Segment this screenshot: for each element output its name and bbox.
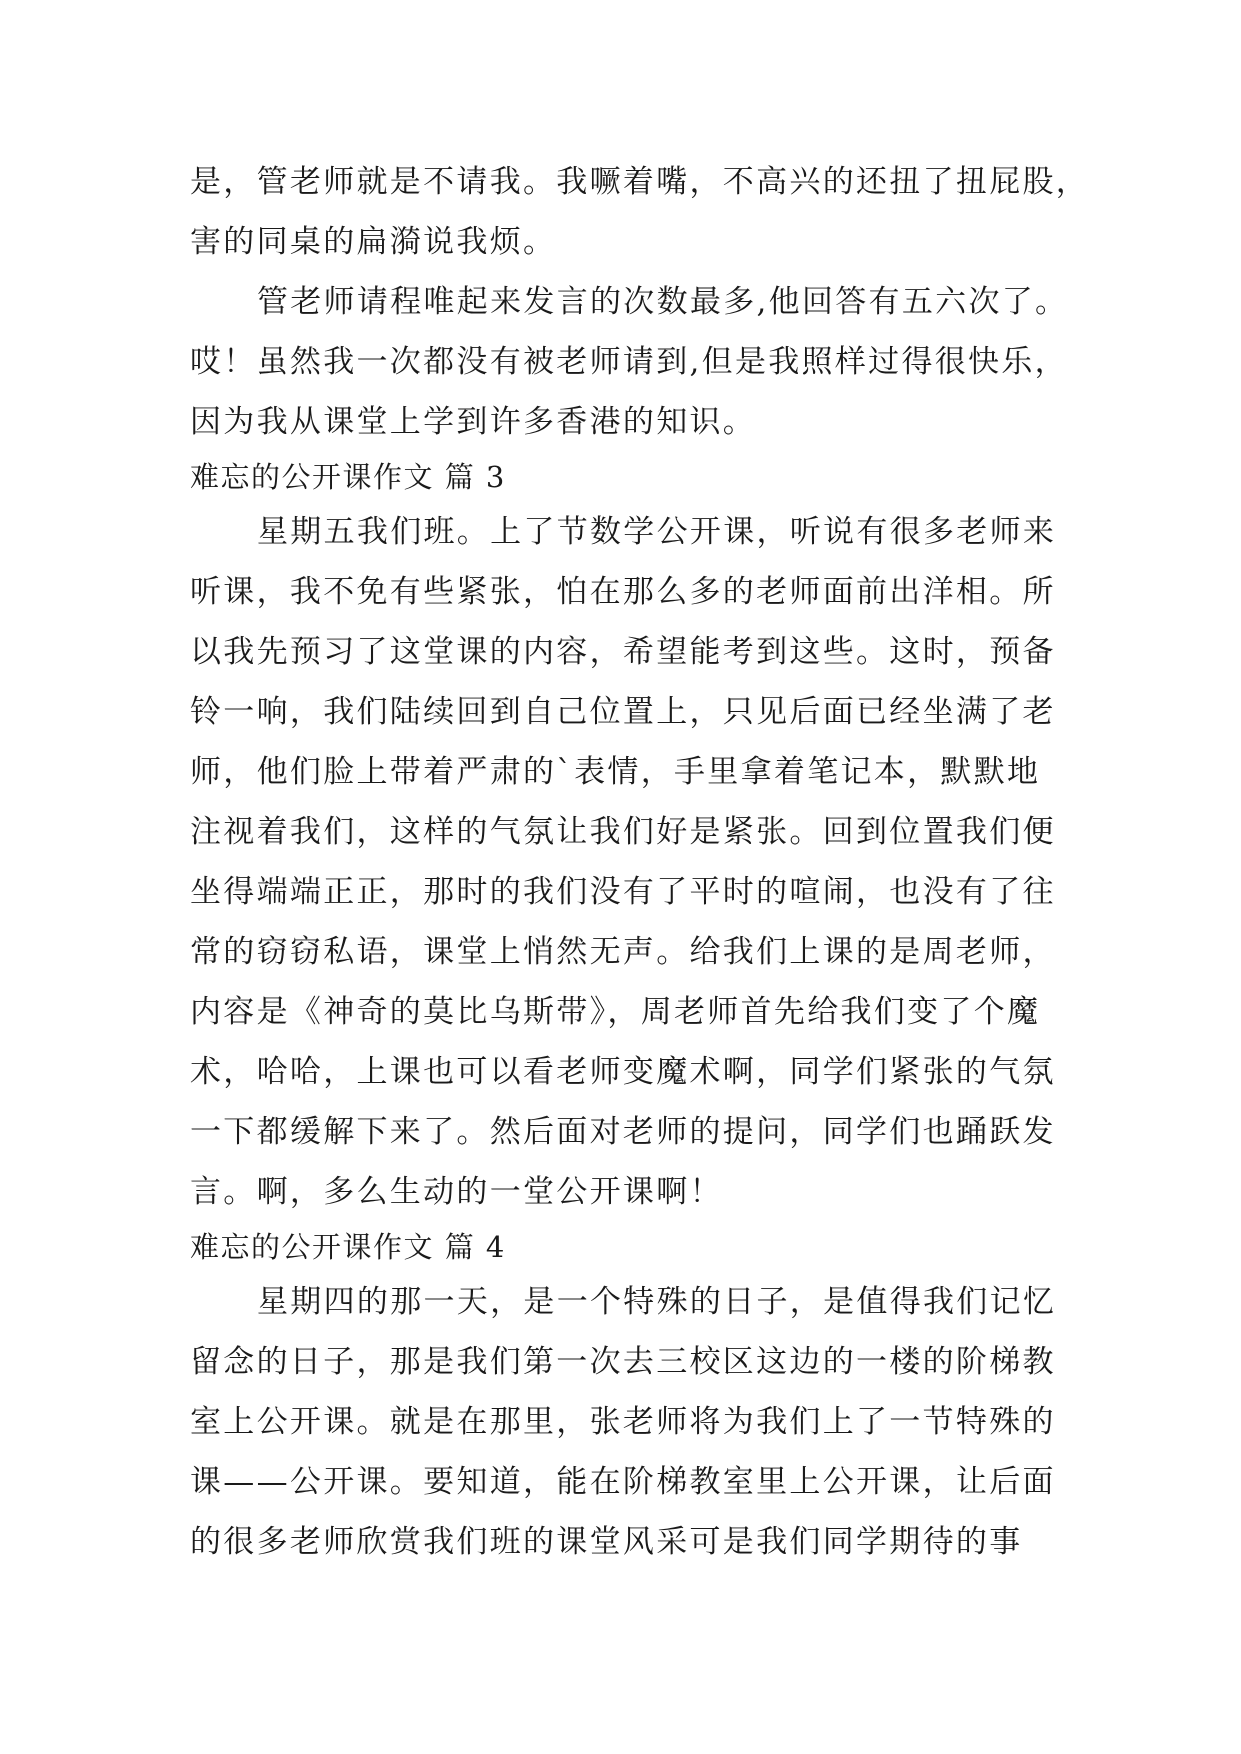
body-text-line: 注视着我们，这样的气氛让我们好是紧张。回到位置我们便 bbox=[190, 814, 1056, 850]
body-text-line: 的很多老师欣赏我们班的课堂风采可是我们同学期待的事 bbox=[190, 1524, 1023, 1560]
body-text-line: 哎！虽然我一次都没有被老师请到,但是我照样过得很快乐， bbox=[190, 344, 1068, 380]
body-text-line: 以我先预习了这堂课的内容，希望能考到这些。这时，预备 bbox=[190, 634, 1056, 670]
body-text-line: 师，他们脸上带着严肃的`表情，手里拿着笔记本，默默地 bbox=[190, 754, 1041, 790]
body-text-line: 留念的日子，那是我们第一次去三校区这边的一楼的阶梯教 bbox=[190, 1344, 1056, 1380]
paragraph-first-line: 星期五我们班。上了节数学公开课，听说有很多老师来 bbox=[257, 514, 1057, 550]
body-text-line: 铃一响，我们陆续回到自己位置上，只见后面已经坐满了老 bbox=[190, 694, 1056, 730]
body-text-line: 常的窃窃私语，课堂上悄然无声。给我们上课的是周老师， bbox=[190, 934, 1056, 970]
body-text-line: 害的同桌的扁漪说我烦。 bbox=[190, 224, 557, 260]
body-text-line: 是，管老师就是不请我。我噘着嘴，不高兴的还扭了扭屁股， bbox=[190, 164, 1090, 200]
body-text-line: 坐得端端正正，那时的我们没有了平时的喧闹，也没有了往 bbox=[190, 874, 1056, 910]
section-heading: 难忘的公开课作文 篇 4 bbox=[190, 1230, 506, 1264]
body-text-line: 因为我从课堂上学到许多香港的知识。 bbox=[190, 404, 757, 440]
body-text-line: 内容是《神奇的莫比乌斯带》，周老师首先给我们变了个魔 bbox=[190, 994, 1041, 1030]
body-text-line: 室上公开课。就是在那里，张老师将为我们上了一节特殊的 bbox=[190, 1404, 1056, 1440]
body-text-line: 课——公开课。要知道，能在阶梯教室里上公开课，让后面 bbox=[190, 1464, 1056, 1500]
body-text-line: 一下都缓解下来了。然后面对老师的提问，同学们也踊跃发 bbox=[190, 1114, 1056, 1150]
paragraph-first-line: 星期四的那一天，是一个特殊的日子，是值得我们记忆 bbox=[257, 1284, 1057, 1320]
body-text-line: 言。啊，多么生动的一堂公开课啊！ bbox=[190, 1174, 723, 1210]
body-text-line: 听课，我不免有些紧张，怕在那么多的老师面前出洋相。所 bbox=[190, 574, 1056, 610]
paragraph-first-line: 管老师请程唯起来发言的次数最多,他回答有五六次了。 bbox=[257, 284, 1069, 320]
section-heading: 难忘的公开课作文 篇 3 bbox=[190, 460, 506, 494]
body-text-line: 术，哈哈，上课也可以看老师变魔术啊，同学们紧张的气氛 bbox=[190, 1054, 1056, 1090]
